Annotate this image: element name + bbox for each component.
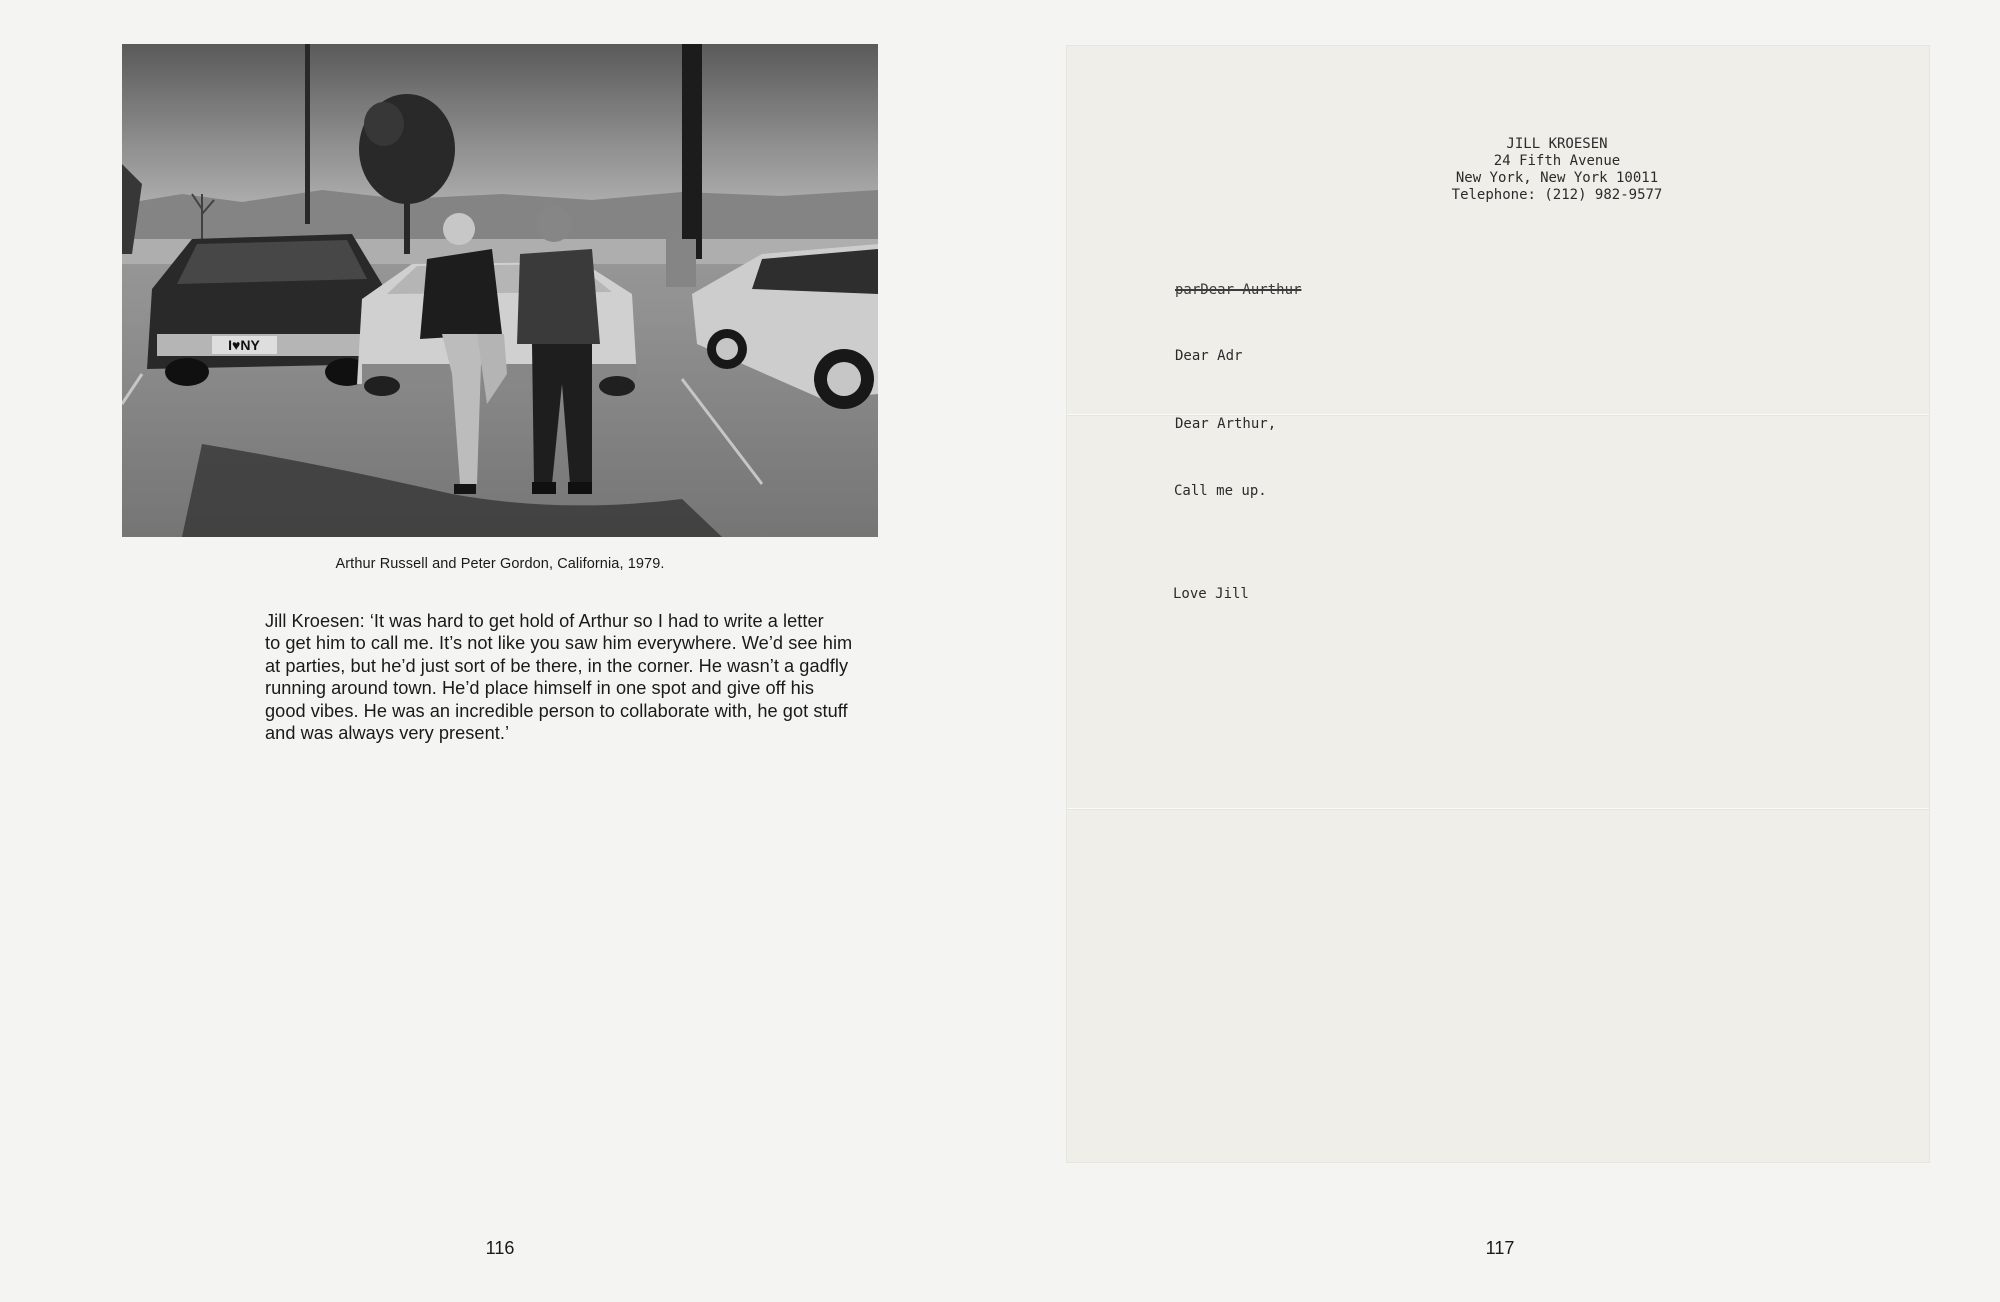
letter-signoff: Love Jill bbox=[1173, 586, 1249, 602]
quote-line: and was always very present.’ bbox=[265, 723, 510, 744]
letterhead bbox=[1347, 136, 1767, 204]
page-number: 117 bbox=[1485, 1238, 1515, 1258]
letterhead-street: 24 Fifth Avenue bbox=[1493, 153, 1621, 169]
right-page bbox=[1000, 0, 2000, 1302]
quote-line: at parties, but he’d just sort of be there, in the corner. He wasn’t a gadfly bbox=[265, 655, 849, 676]
photograph-arthur-russell-peter-gordon bbox=[122, 44, 878, 537]
letterhead-city: New York, New York 10011 bbox=[1455, 170, 1659, 186]
fold-line bbox=[1067, 414, 1929, 415]
quote-line: running around town. He’d place himself in one spot and give off his bbox=[265, 678, 815, 699]
struck-out-line: parDear Aurthur bbox=[1175, 282, 1302, 298]
quote-line: good vibes. He was an incredible person to collaborate with, he got stuff bbox=[265, 700, 848, 721]
typewritten-letter bbox=[1067, 46, 1929, 1162]
letterhead-phone: Telephone: (212) 982-9577 bbox=[1451, 187, 1663, 203]
letterhead-name: JILL KROESEN bbox=[1506, 136, 1608, 152]
page-number: 116 bbox=[485, 1238, 515, 1258]
quote-line: to get him to call me. It’s not like you saw him everywhere. We’d see him bbox=[265, 633, 853, 654]
license-plate-text: I♥NY bbox=[228, 337, 260, 353]
draft-salutation: Dear Adr bbox=[1175, 348, 1243, 364]
fold-line bbox=[1067, 808, 1929, 809]
quote-line: Jill Kroesen: ‘It was hard to get hold of Arthur so I had to write a letter bbox=[265, 611, 824, 631]
quote-paragraph bbox=[265, 610, 885, 744]
photo-caption: Arthur Russell and Peter Gordon, California, 1979. bbox=[335, 556, 665, 572]
salutation: Dear Arthur, bbox=[1175, 416, 1277, 432]
letter-message: Call me up. bbox=[1174, 483, 1267, 499]
